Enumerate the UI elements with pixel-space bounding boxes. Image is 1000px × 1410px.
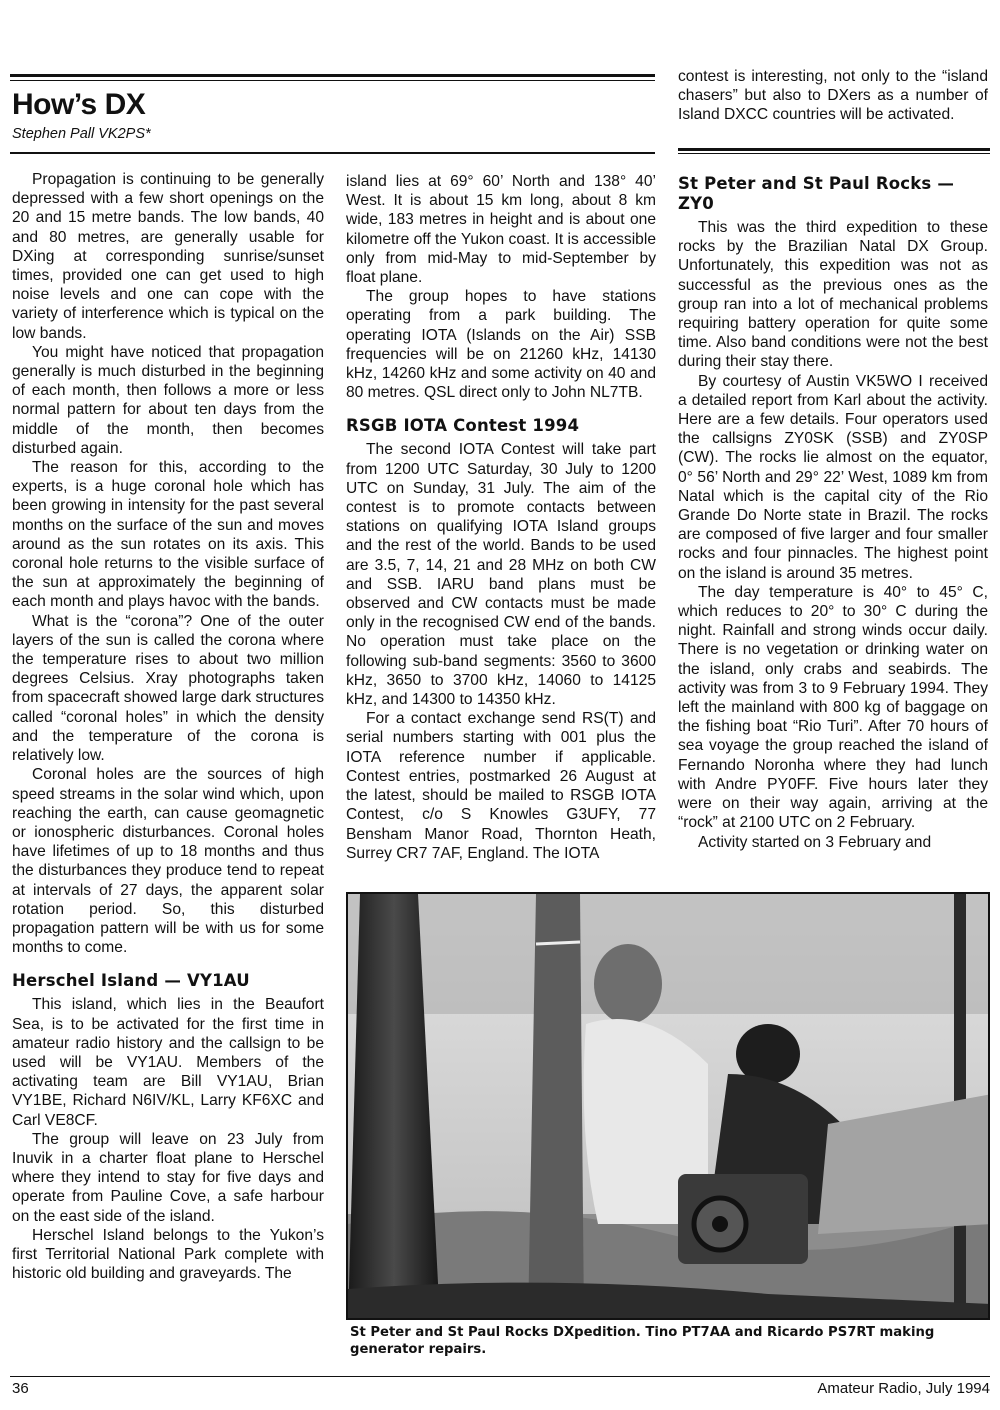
paragraph: This was the third expedition to these rocks by the Brazilian Natal DX Group. Unfortunately, this expedition was not as successful as the previous ones as the group ran into a lot of mechanical problems requiring battery operation for quite some time. Also band conditions were not the best during their stay there. xyxy=(678,219,988,371)
paragraph: Herschel Island belongs to the Yukon’s first Territorial National Park complete with historic old building and graveyards. The xyxy=(12,1226,324,1283)
page-number: 36 xyxy=(12,1380,29,1397)
paragraph: You might have noticed that propagation generally is much disturbed in the beginning of each month, then follows a more or less normal pattern for about ten days from the middle of the month, then becomes disturbed again. xyxy=(12,343,324,457)
header-rule-right-thick xyxy=(678,148,990,151)
paragraph: The group will leave on 23 July from Inuvik in a charter float plane to Herschel where they intend to stay for five days and operate from Pauline Cove, a safe harbour on the east side of the island. xyxy=(12,1130,324,1225)
paragraph: contest is interesting, not only to the “island chasers” but also to DXers as a number of Island DXCC countries will be activated. xyxy=(678,68,988,124)
footer-rule xyxy=(10,1376,990,1377)
photo-illustration xyxy=(348,894,990,1320)
column-2 xyxy=(346,172,656,863)
section-heading-stpeter: St Peter and St Paul Rocks — ZY0 xyxy=(678,174,955,213)
paragraph: This island, which lies in the Beaufort Sea, is to be activated for the first time in amateur radio history and the callsign to be used will be VY1AU. Members of the activating team are Bill VY1AU, Brian VY1BE, Richard N6IV/KL, Larry KF6XC and Carl VE8CF. xyxy=(12,996,324,1129)
section-heading-rsgb: RSGB IOTA Contest 1994 xyxy=(346,416,580,436)
paragraph: For a contact exchange send RS(T) and serial numbers starting with 001 plus the IOTA reference number if applicable. Contest entries, postmarked 26 August at the latest, should be mailed to RSGB IOTA Contest, c/o S Knowles G3UFY, 77 Bensham Manor Road, Thornton Heath, Surrey CR7 7AF, England. The IOTA xyxy=(346,710,656,862)
paragraph: The day temperature is 40° to 45° C, which reduces to 20° to 30° C during the night. Rainfall and strong winds occur daily. There is no vegetation or drinking water on the island, only crabs and seabirds. The activity was from 3 to 9 February 1994. They left the mainland with 800 kg of baggage on the fishing boat “Rio Turi”. After 70 hours of sea voyage the group reached the island of Fernando Noronha where they had lunch with Andre PY0FF. Five hours later they were on their way again, arriving at the “rock” at 2100 UTC on 2 February. xyxy=(678,583,988,832)
paragraph: Coronal holes are the sources of high speed streams in the solar wind which, upon reaching the earth, can cause geomagnetic or ionospheric disturbances. Coronal holes have lifetimes of up to 18 months and thus the disturbances they produce tend to repeat at intervals of 27 days, the apparent solar rotation period. So, this disturbed propagation pattern will be with us for some months to come. xyxy=(12,766,324,957)
paragraph: By courtesy of Austin VK5WO I received a detailed report from Karl about the activity. Here are a few details. Four operators used the callsigns ZY0SK (SSB) and ZY0SP (CW). The rocks lie almost on the equator, 0° 56’ North and 29° 22’ West, 1089 km from Natal which is the capital city of the Rio Grande Do Norte state in Brazil. The rocks are composed of five larger and four smaller rocks and four pinnacles. The highest point on the island is around 35 metres. xyxy=(678,372,988,582)
column-3 xyxy=(678,160,988,852)
photo-caption: St Peter and St Paul Rocks DXpedition. Tino PT7AA and Ricardo PS7RT making generator repairs. xyxy=(350,1325,935,1357)
column-3-top xyxy=(678,67,988,125)
wooden-post-middle xyxy=(528,894,584,1320)
section-heading-herschel: Herschel Island — VY1AU xyxy=(12,971,250,991)
article-title: How’s DX xyxy=(12,88,146,121)
header-rule-right-thin xyxy=(678,153,990,154)
paragraph: The reason for this, according to the experts, is a huge coronal hole which has been growing in intensity for the past several months on the surface of the sun and moves around as the sun rotates on its axis. This coronal hole returns to the visible surface of the sun at approximately the beginning of each month and plays havoc with the bands. xyxy=(12,459,324,611)
article-byline: Stephen Pall VK2PS* xyxy=(12,126,151,142)
byline-rule xyxy=(10,152,655,154)
paragraph: island lies at 69° 60’ North and 138° 40’ West. It is about 15 km long, about 8 km wide, 183 metres in height and is about one kilometre off the Yukon coast. It is accessible only from mid-May to mid-September by float plane. xyxy=(346,173,656,287)
header-rule-left-thin xyxy=(10,80,655,81)
dxpedition-photo xyxy=(346,892,990,1320)
publication-footer: Amateur Radio, July 1994 xyxy=(817,1380,990,1397)
paragraph: The second IOTA Contest will take part from 1200 UTC Saturday, 30 July to 1200 UTC on Sunday, 31 July. The aim of the contest is to promote contacts between stations on qualifying IOTA Island groups and the rest of the world. Bands to be used are 3.5, 7, 14, 21 and 28 MHz on both CW and SSB. IARU band plans must be observed and CW contacts must be made only in the recognised CW end of the bands. No operation must take place on the following sub-band segments: 3560 to 3600 kHz, 3650 to 3700 kHz, 14060 to 14125 kHz, and 14300 to 14350 kHz. xyxy=(346,441,656,709)
person-head xyxy=(594,944,662,1024)
paragraph: Activity started on 3 February and xyxy=(698,833,932,851)
column-1 xyxy=(12,170,324,1283)
header-rule-left-thick xyxy=(10,74,655,77)
paragraph: The group hopes to have stations operating from a park building. The operating IOTA (Islands on the Air) SSB frequencies will be on 21260 kHz, 14130 kHz, 14260 kHz and some activity on 40 and 80 metres. QSL direct only to John NL7TB. xyxy=(346,288,656,402)
paragraph: Propagation is continuing to be generally depressed with a few short openings on the 20 and 15 metre bands. The low bands, 40 and 80 metres, are generally usable for DXing at corresponding sunrise/sunset times, provided one can get used to high noise levels and one can cope with the variety of interference which is typical on the low bands. xyxy=(12,171,324,342)
paragraph: What is the “corona”? One of the outer layers of the sun is called the corona where the temperature rises to about two million degrees Celsius. Xray photographs taken from spacecraft showed large dark structures called “coronal holes” in which the density and the temperature of the corona is relatively low. xyxy=(12,612,325,765)
